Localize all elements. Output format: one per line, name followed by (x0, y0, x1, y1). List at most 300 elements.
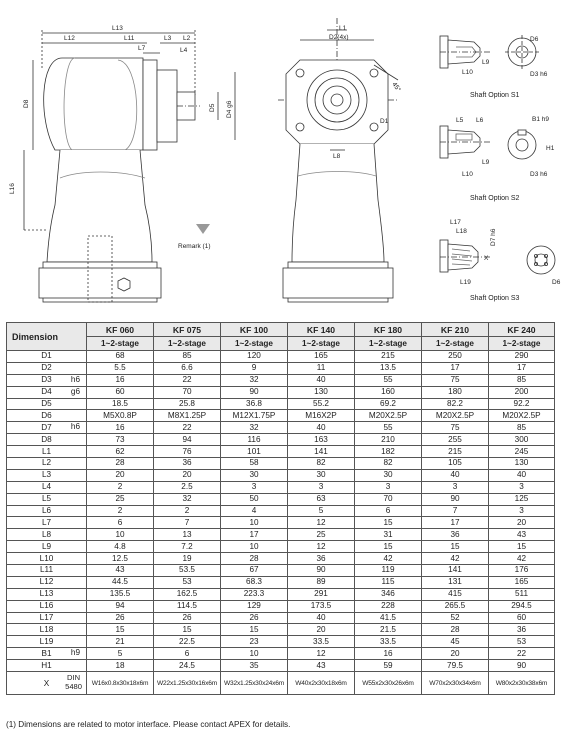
dimension-cell (7, 636, 87, 648)
value-cell: 20 (154, 469, 221, 481)
label-d5: D5 (209, 103, 216, 112)
value-cell: 67 (221, 565, 288, 577)
value-cell: 62 (87, 446, 154, 458)
value-cell: 101 (221, 446, 288, 458)
dimension-cell (7, 624, 87, 636)
value-cell: M12X1.75P (221, 410, 288, 422)
s2-label-b1: B1 h9 (532, 116, 549, 123)
value-cell: 89 (288, 576, 355, 588)
value-cell: 105 (422, 458, 489, 470)
value-cell: 265.5 (422, 600, 489, 612)
value-cell: 36 (422, 529, 489, 541)
value-cell: 10 (221, 648, 288, 660)
table-row (7, 517, 555, 529)
dimension-cell (7, 541, 87, 553)
value-cell: 22 (154, 374, 221, 386)
label-l7: L7 (138, 45, 146, 52)
dimension-name: L19 (39, 636, 54, 646)
value-cell: 28 (221, 553, 288, 565)
table-row (7, 553, 555, 565)
value-cell: 68.3 (221, 576, 288, 588)
model-header: KF 060 (87, 323, 154, 337)
value-cell: 90 (288, 565, 355, 577)
value-cell: 53 (489, 636, 555, 648)
table-body (7, 351, 555, 672)
value-cell: 119 (355, 565, 422, 577)
value-cell: 25.8 (154, 398, 221, 410)
dimension-name: L12 (39, 577, 54, 587)
dimension-name: D6 (41, 410, 52, 420)
value-cell: 53 (154, 576, 221, 588)
label-l1: L1 (339, 25, 347, 32)
value-cell: 130 (489, 458, 555, 470)
value-cell: 115 (355, 576, 422, 588)
dimension-name: D8 (41, 434, 52, 444)
value-cell: 114.5 (154, 600, 221, 612)
value-cell: 5 (87, 648, 154, 660)
value-cell: 223.3 (221, 588, 288, 600)
label-l13: L13 (112, 25, 123, 32)
value-cell: 26 (87, 612, 154, 624)
value-cell: 40 (422, 469, 489, 481)
value-cell: 16 (87, 422, 154, 434)
table-row (7, 398, 555, 410)
model-header: KF 210 (422, 323, 489, 337)
value-cell: W70x2x30x34x6m (422, 672, 489, 695)
value-cell: 82 (355, 458, 422, 470)
value-cell: 25 (87, 493, 154, 505)
value-cell: 55 (355, 422, 422, 434)
value-cell: 7.2 (154, 541, 221, 553)
value-cell: 12.5 (87, 553, 154, 565)
value-cell: 245 (489, 446, 555, 458)
dimension-name: L3 (41, 470, 52, 480)
table-row (7, 481, 555, 493)
table-row (7, 469, 555, 481)
dimension-name: L9 (41, 541, 52, 551)
value-cell: W40x2x30x18x6m (288, 672, 355, 695)
value-cell: W16x0.8x30x18x6m (87, 672, 154, 695)
dimension-cell (7, 458, 87, 470)
value-cell: 68 (87, 351, 154, 363)
value-cell: 53.5 (154, 565, 221, 577)
stage-cell: 1~2-stage (355, 337, 422, 351)
table-row (7, 588, 555, 600)
value-cell: 28 (422, 624, 489, 636)
value-cell: 33.5 (288, 636, 355, 648)
value-cell: 15 (355, 517, 422, 529)
value-cell: 60 (489, 612, 555, 624)
s2-label-d3: D3 h6 (530, 171, 548, 178)
dimension-cell (7, 505, 87, 517)
tolerance-class: g6 (70, 386, 80, 396)
dimension-name: X (43, 678, 50, 688)
s2-label-l6: L6 (476, 117, 484, 124)
value-cell: 12 (288, 517, 355, 529)
value-cell: 55.2 (288, 398, 355, 410)
dimension-name: D5 (41, 399, 52, 408)
value-cell: 3 (489, 505, 555, 517)
value-cell: 130 (288, 386, 355, 398)
value-cell: 5.5 (87, 362, 154, 374)
value-cell: 32 (221, 422, 288, 434)
value-cell: 73 (87, 434, 154, 446)
value-cell: 36 (489, 624, 555, 636)
s2-label-h1: H1 (546, 145, 555, 152)
dimension-name: L1 (41, 446, 52, 456)
value-cell: 75 (422, 374, 489, 386)
value-cell: 20 (288, 624, 355, 636)
value-cell: 85 (489, 374, 555, 386)
dimension-cell (7, 446, 87, 458)
value-cell: 52 (422, 612, 489, 624)
value-cell: 346 (355, 588, 422, 600)
value-cell: 40 (288, 374, 355, 386)
value-cell: 15 (87, 624, 154, 636)
value-cell: 17 (221, 529, 288, 541)
value-cell: 42 (422, 553, 489, 565)
value-cell: 21.5 (355, 624, 422, 636)
value-cell: 82 (288, 458, 355, 470)
value-cell: 82.2 (422, 398, 489, 410)
value-cell: 3 (489, 481, 555, 493)
value-cell: 10 (221, 517, 288, 529)
value-cell: 32 (154, 493, 221, 505)
value-cell: 55 (355, 374, 422, 386)
value-cell: 15 (422, 541, 489, 553)
value-cell: 26 (154, 612, 221, 624)
stage-cell: 1~2-stage (288, 337, 355, 351)
label-l8: L8 (333, 153, 341, 160)
value-cell: 30 (355, 469, 422, 481)
value-cell: 165 (489, 576, 555, 588)
value-cell: W22x1.25x30x16x6m (154, 672, 221, 695)
label-d1: D1 (380, 118, 389, 125)
din-label: DIN (67, 673, 81, 683)
value-cell: 17 (422, 517, 489, 529)
value-cell: 22 (489, 648, 555, 660)
dimension-cell (7, 553, 87, 565)
label-d2: D2(4x) (329, 34, 349, 41)
dimension-cell (7, 374, 87, 386)
value-cell: 79.5 (422, 660, 489, 672)
value-cell: 43 (288, 660, 355, 672)
value-cell: 4 (221, 505, 288, 517)
tolerance-class: h9 (70, 648, 80, 658)
dimension-name: D7 (41, 422, 52, 432)
value-cell: 63 (288, 493, 355, 505)
value-cell: 182 (355, 446, 422, 458)
value-cell: M20X2.5P (355, 410, 422, 422)
value-cell: 90 (489, 660, 555, 672)
value-cell: 12 (288, 541, 355, 553)
value-cell: 210 (355, 434, 422, 446)
dimension-cell (7, 362, 87, 374)
value-cell: 200 (489, 386, 555, 398)
value-cell: 24.5 (154, 660, 221, 672)
stage-cell: 1~2-stage (422, 337, 489, 351)
value-cell: 141 (422, 565, 489, 577)
value-cell: 43 (87, 565, 154, 577)
table-row (7, 636, 555, 648)
value-cell: 40 (288, 612, 355, 624)
s3-label-l17: L17 (450, 219, 461, 226)
footnote: (1) Dimensions are related to motor interface. Please contact APEX for details. (6, 720, 291, 729)
value-cell: 511 (489, 588, 555, 600)
dimension-name: D2 (41, 363, 52, 373)
value-cell: 7 (422, 505, 489, 517)
table-row-x (7, 672, 555, 695)
table-row (7, 446, 555, 458)
value-cell: W55x2x30x26x6m (355, 672, 422, 695)
table-row (7, 529, 555, 541)
s1-label-l9: L9 (482, 59, 490, 66)
value-cell: 6.6 (154, 362, 221, 374)
value-cell: 42 (355, 553, 422, 565)
table-row (7, 434, 555, 446)
value-cell: 45 (422, 636, 489, 648)
value-cell: 135.5 (87, 588, 154, 600)
value-cell: 36.8 (221, 398, 288, 410)
label-d8: D8 (23, 99, 30, 108)
value-cell: 25 (288, 529, 355, 541)
value-cell: 58 (221, 458, 288, 470)
table-row (7, 374, 555, 386)
s3-label-l19: L19 (460, 279, 471, 286)
table-row (7, 576, 555, 588)
din-number: 5480 (65, 682, 82, 692)
model-header: KF 240 (489, 323, 555, 337)
value-cell: 2 (154, 505, 221, 517)
value-cell: 255 (422, 434, 489, 446)
s1-label-l10: L10 (462, 69, 473, 76)
value-cell: 291 (288, 588, 355, 600)
value-cell: 30 (288, 469, 355, 481)
dimension-cell (7, 612, 87, 624)
dimension-cell (7, 434, 87, 446)
value-cell: 215 (355, 351, 422, 363)
table-row (7, 458, 555, 470)
s2-label-l10: L10 (462, 171, 473, 178)
value-cell: M20X2.5P (422, 410, 489, 422)
dimension-cell (7, 386, 87, 398)
value-cell: 40 (288, 422, 355, 434)
dimension-header: Dimension (7, 323, 87, 351)
value-cell: 5 (288, 505, 355, 517)
value-cell: 42 (489, 553, 555, 565)
dimension-name: L8 (41, 529, 52, 539)
value-cell: 131 (422, 576, 489, 588)
value-cell: W80x2x30x38x6m (489, 672, 555, 695)
dimension-name: L11 (39, 565, 54, 575)
dimension-name: L4 (41, 482, 52, 492)
label-l2: L2 (183, 35, 191, 42)
value-cell: 160 (355, 386, 422, 398)
dimension-name: D1 (41, 351, 52, 361)
dimension-cell (7, 351, 87, 363)
value-cell: 116 (221, 434, 288, 446)
table-header-row (7, 323, 555, 337)
label-l12: L12 (64, 35, 75, 42)
dimension-cell (7, 672, 87, 695)
dimension-name: L2 (41, 458, 52, 468)
value-cell: 16 (355, 648, 422, 660)
dimension-cell (7, 588, 87, 600)
model-header: KF 100 (221, 323, 288, 337)
value-cell: 94 (154, 434, 221, 446)
value-cell: 30 (221, 469, 288, 481)
value-cell: 40 (489, 469, 555, 481)
value-cell: M5X0.8P (87, 410, 154, 422)
dimension-name: L13 (39, 589, 54, 599)
table-row (7, 612, 555, 624)
value-cell: 2 (87, 505, 154, 517)
value-cell: 120 (221, 351, 288, 363)
table-row (7, 351, 555, 363)
dimension-cell (7, 660, 87, 672)
value-cell: 60 (87, 386, 154, 398)
value-cell: 94 (87, 600, 154, 612)
value-cell: 59 (355, 660, 422, 672)
table-row (7, 505, 555, 517)
value-cell: 17 (422, 362, 489, 374)
dimension-name: H1 (41, 660, 52, 670)
value-cell: 18.5 (87, 398, 154, 410)
value-cell: 163 (288, 434, 355, 446)
dimension-name: L5 (41, 494, 52, 504)
label-l3: L3 (164, 35, 172, 42)
tolerance-class: h6 (70, 422, 80, 432)
stage-cell: 1~2-stage (489, 337, 555, 351)
value-cell: 2.5 (154, 481, 221, 493)
s3-caption: Shaft Option S3 (470, 295, 520, 302)
value-cell: 70 (154, 386, 221, 398)
dimension-cell (7, 576, 87, 588)
value-cell: 36 (288, 553, 355, 565)
value-cell: 11 (288, 362, 355, 374)
value-cell: 28 (87, 458, 154, 470)
dimension-cell (7, 481, 87, 493)
dimension-cell (7, 565, 87, 577)
din-standard (65, 673, 82, 691)
value-cell: M16X2P (288, 410, 355, 422)
value-cell: 3 (288, 481, 355, 493)
value-cell: 290 (489, 351, 555, 363)
value-cell: 15 (355, 541, 422, 553)
value-cell: 36 (154, 458, 221, 470)
dimension-cell (7, 469, 87, 481)
value-cell: 90 (422, 493, 489, 505)
value-cell: 85 (489, 422, 555, 434)
dimension-name: D4 (41, 387, 52, 397)
value-cell: 15 (489, 541, 555, 553)
stage-cell: 1~2-stage (221, 337, 288, 351)
value-cell: 26 (221, 612, 288, 624)
value-cell: 15 (154, 624, 221, 636)
value-cell: 92.2 (489, 398, 555, 410)
table-row (7, 410, 555, 422)
s3-label-d6: D6 (552, 279, 561, 286)
dimension-name: L7 (41, 517, 52, 527)
value-cell: 43 (489, 529, 555, 541)
value-cell: 7 (154, 517, 221, 529)
value-cell: 16 (87, 374, 154, 386)
table-row (7, 386, 555, 398)
model-header: KF 140 (288, 323, 355, 337)
value-cell: W32x1.25x30x24x6m (221, 672, 288, 695)
s3-label-d7: D7 h6 (490, 228, 497, 246)
tolerance-class: h6 (70, 374, 80, 384)
label-l11: L11 (124, 35, 135, 42)
label-45deg: 45° (390, 81, 402, 94)
value-cell: 69.2 (355, 398, 422, 410)
dimension-cell (7, 517, 87, 529)
value-cell: 32 (221, 374, 288, 386)
value-cell: 173.5 (288, 600, 355, 612)
value-cell: 3 (422, 481, 489, 493)
model-header: KF 180 (355, 323, 422, 337)
dimension-cell (7, 648, 87, 660)
value-cell: 6 (154, 648, 221, 660)
value-cell: 75 (422, 422, 489, 434)
dimension-name: L10 (39, 553, 54, 563)
value-cell: 23 (221, 636, 288, 648)
s1-label-d6: D6 (530, 36, 539, 43)
table-row (7, 624, 555, 636)
value-cell: 10 (221, 541, 288, 553)
value-cell: 6 (355, 505, 422, 517)
stage-row (7, 337, 555, 351)
table-row (7, 541, 555, 553)
dimension-name: L16 (39, 601, 54, 611)
value-cell: M20X2.5P (489, 410, 555, 422)
value-cell: 31 (355, 529, 422, 541)
value-cell: 13 (154, 529, 221, 541)
value-cell: 20 (489, 517, 555, 529)
s3-label-l18: L18 (456, 228, 467, 235)
table-row (7, 660, 555, 672)
value-cell: 250 (422, 351, 489, 363)
model-header: KF 075 (154, 323, 221, 337)
label-d4: D4 g6 (226, 100, 233, 118)
dimension-name: L6 (41, 506, 52, 516)
value-cell: 215 (422, 446, 489, 458)
table-row (7, 493, 555, 505)
s2-label-l9: L9 (482, 159, 490, 166)
stage-cell: 1~2-stage (154, 337, 221, 351)
dimension-cell (7, 600, 87, 612)
s2-label-l5: L5 (456, 117, 464, 124)
value-cell: 141 (288, 446, 355, 458)
value-cell: 35 (221, 660, 288, 672)
table-row (7, 422, 555, 434)
value-cell: 176 (489, 565, 555, 577)
dimension-table (6, 322, 555, 695)
value-cell: 180 (422, 386, 489, 398)
value-cell: 50 (221, 493, 288, 505)
value-cell: 10 (87, 529, 154, 541)
table-row (7, 600, 555, 612)
dimension-name: L17 (39, 613, 54, 623)
dimension-cell (7, 493, 87, 505)
value-cell: 4.8 (87, 541, 154, 553)
value-cell: 70 (355, 493, 422, 505)
value-cell: 41.5 (355, 612, 422, 624)
value-cell: 90 (221, 386, 288, 398)
value-cell: 6 (87, 517, 154, 529)
technical-drawing (0, 0, 580, 320)
value-cell: 19 (154, 553, 221, 565)
